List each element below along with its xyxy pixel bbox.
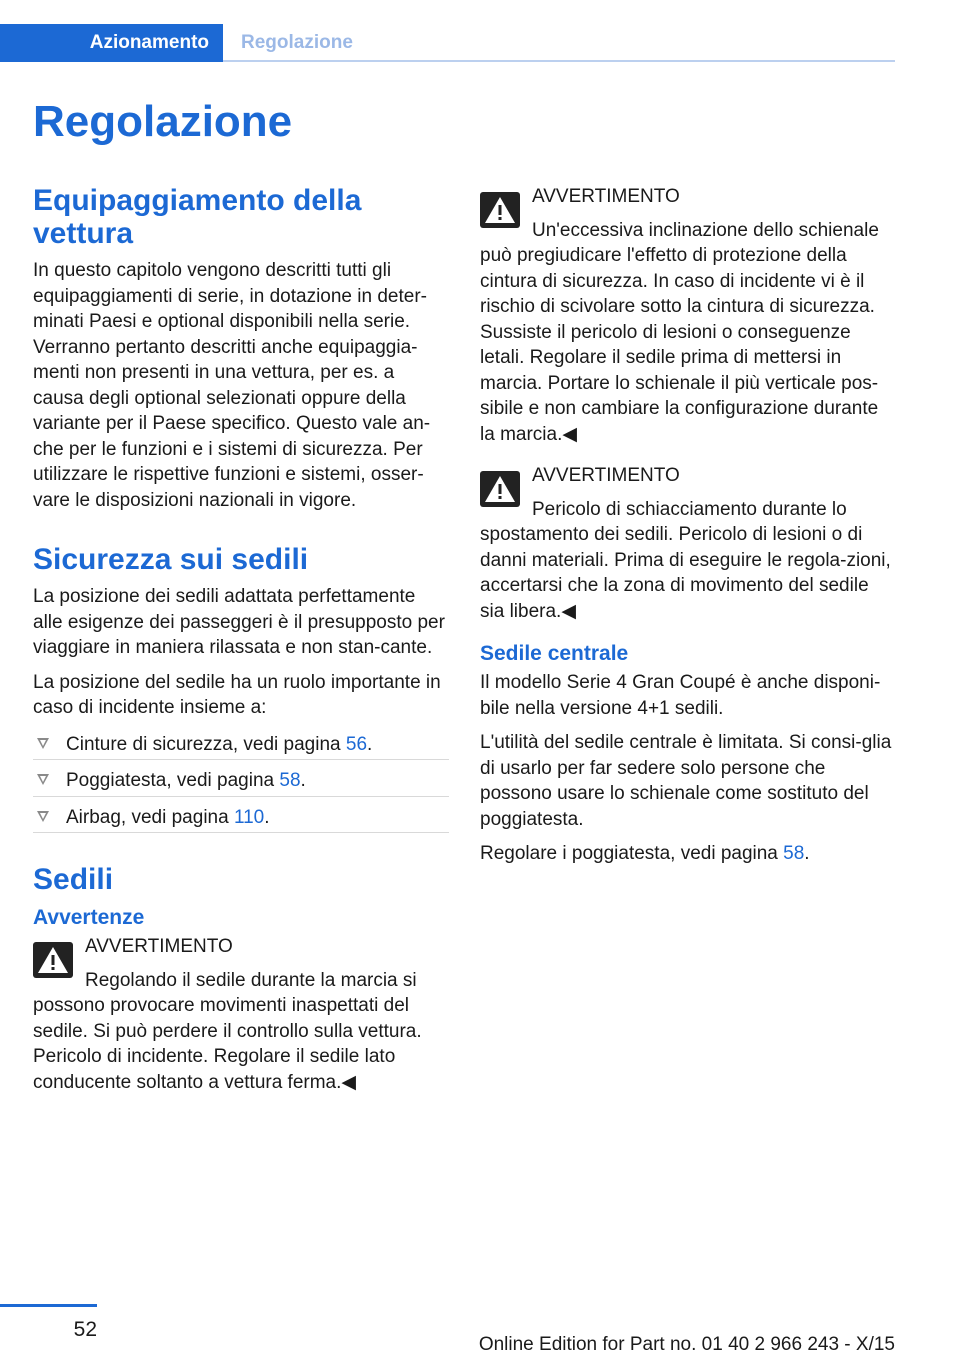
page-link[interactable]: 58 (783, 843, 805, 864)
triangle-bullet-icon (37, 774, 49, 785)
page-number: 52 (73, 1318, 97, 1341)
paragraph-sedile-centrale-3 (480, 841, 896, 867)
warning-body: Regolando il sedile durante la marcia si possono provocare movimenti inaspettati del sedile. Si può perdere il controllo sulla vettura. Pericolo di incidente. Regolare il sedile lato conducente soltanto a vettura ferma.◀ (33, 969, 422, 1093)
warning-body: Pericolo di schiacciamento durante lo spostamento dei sedili. Pericolo di lesioni o di danni materiali. Prima di eseguire le regola‐zioni, accertarsi che la zona di movimento del sedile sia libera.◀ (480, 498, 891, 622)
paragraph-sedile-centrale-1: Il modello Serie 4 Gran Coupé è anche disponi‐bile nella versione 4+1 sedili. (480, 672, 881, 719)
tab-azionamento[interactable]: Azionamento (0, 24, 223, 62)
list-item (33, 766, 449, 797)
section-title-sicurezza: Sicurezza sui sedili (33, 543, 309, 576)
warning-title: AVVERTIMENTO (532, 465, 680, 486)
page-link[interactable]: 110 (233, 806, 265, 828)
paragraph-sicurezza-2: La posizione del sedile ha un ruolo importante in caso di incidente insieme a: (33, 671, 441, 718)
section-title-equipaggiamento: Equipaggiamento della vettura (33, 184, 362, 250)
list-item-end: . (300, 770, 306, 791)
warning-icon (480, 471, 520, 507)
footer-divider (0, 1304, 97, 1307)
list-item-text: Poggiatesta, vedi pagina (66, 770, 280, 791)
page-link[interactable]: 58 (279, 770, 301, 791)
warning-body: Un'eccessiva inclinazione dello schienale può pregiudicare l'effetto di protezione della cintura di sicurezza. In caso di incidente vi è il rischio di scivolare sotto la cintura di sicurezza. Sussiste il pericolo di lesioni o conseguenze letali. Regolare il sedile prima di mettersi in marcia. Portare lo schienale il più verticale pos‐sibile e non cambiare la configurazione durante la marcia.◀ (480, 219, 879, 445)
paragraph-sicurezza-1: La posizione dei sedili adattata perfettamente alle esigenze dei passeggeri è il presupposto per viaggiare in maniera rilassata e non stan‐cante. (33, 586, 445, 658)
header-tabbar (0, 24, 960, 62)
list-item-end: . (367, 733, 373, 755)
warning-block (480, 184, 896, 447)
warning-title: AVVERTIMENTO (532, 186, 680, 207)
warning-title: AVVERTIMENTO (85, 936, 233, 957)
list-item (33, 803, 449, 834)
triangle-bullet-icon (37, 738, 49, 749)
list-item-text: Cinture di sicurezza, vedi pagina (66, 733, 346, 755)
header-divider (223, 60, 895, 62)
page-title: Regolazione (33, 97, 293, 146)
paragraph-end: . (804, 843, 810, 864)
warning-block (480, 463, 896, 624)
list-item-end: . (264, 806, 270, 828)
list-item (33, 730, 449, 761)
paragraph-sedile-centrale-2: L'utilità del sedile centrale è limitata. Si consi‐glia di usarlo per far sedere solo persone che possono usare lo schienale come sostituto del poggiatesta. (480, 732, 892, 830)
list-item-text: Airbag, vedi pagina (66, 806, 234, 828)
edition-note: Online Edition for Part no. 01 40 2 966 243 - X/15 (478, 1334, 895, 1355)
subsection-title-avvertenze: Avvertenze (33, 906, 145, 929)
warning-block (33, 934, 449, 1095)
reference-list (33, 730, 449, 834)
page-link[interactable]: 56 (345, 733, 368, 755)
tab-regolazione[interactable]: Regolazione (241, 32, 353, 53)
left-column (33, 184, 449, 1111)
paragraph-text: Regolare i poggiatesta, vedi pagina (480, 843, 784, 864)
section-body-equipaggiamento: In questo capitolo vengono descritti tutti gli equipaggiamenti di serie, in dotazione in deter‐minati Paesi e optional disponibili nella serie. Verranno pertanto descritti anche equipaggia‐menti non presenti in una vettura, per es. a causa degli optional selezionati oppure della variante per il Paese specifico. Questo vale an‐che per le funzioni e i sistemi di sicurezza. Per utilizzare le rispettive funzioni e sistemi, osser‐vare le disposizioni nazionali in vigore. (33, 260, 431, 511)
right-column (480, 184, 896, 876)
warning-icon (33, 942, 73, 978)
triangle-bullet-icon (37, 811, 49, 822)
warning-icon (480, 192, 520, 228)
section-title-sedili: Sedili (33, 863, 114, 896)
subsection-title-sedile-centrale: Sedile centrale (480, 642, 629, 665)
